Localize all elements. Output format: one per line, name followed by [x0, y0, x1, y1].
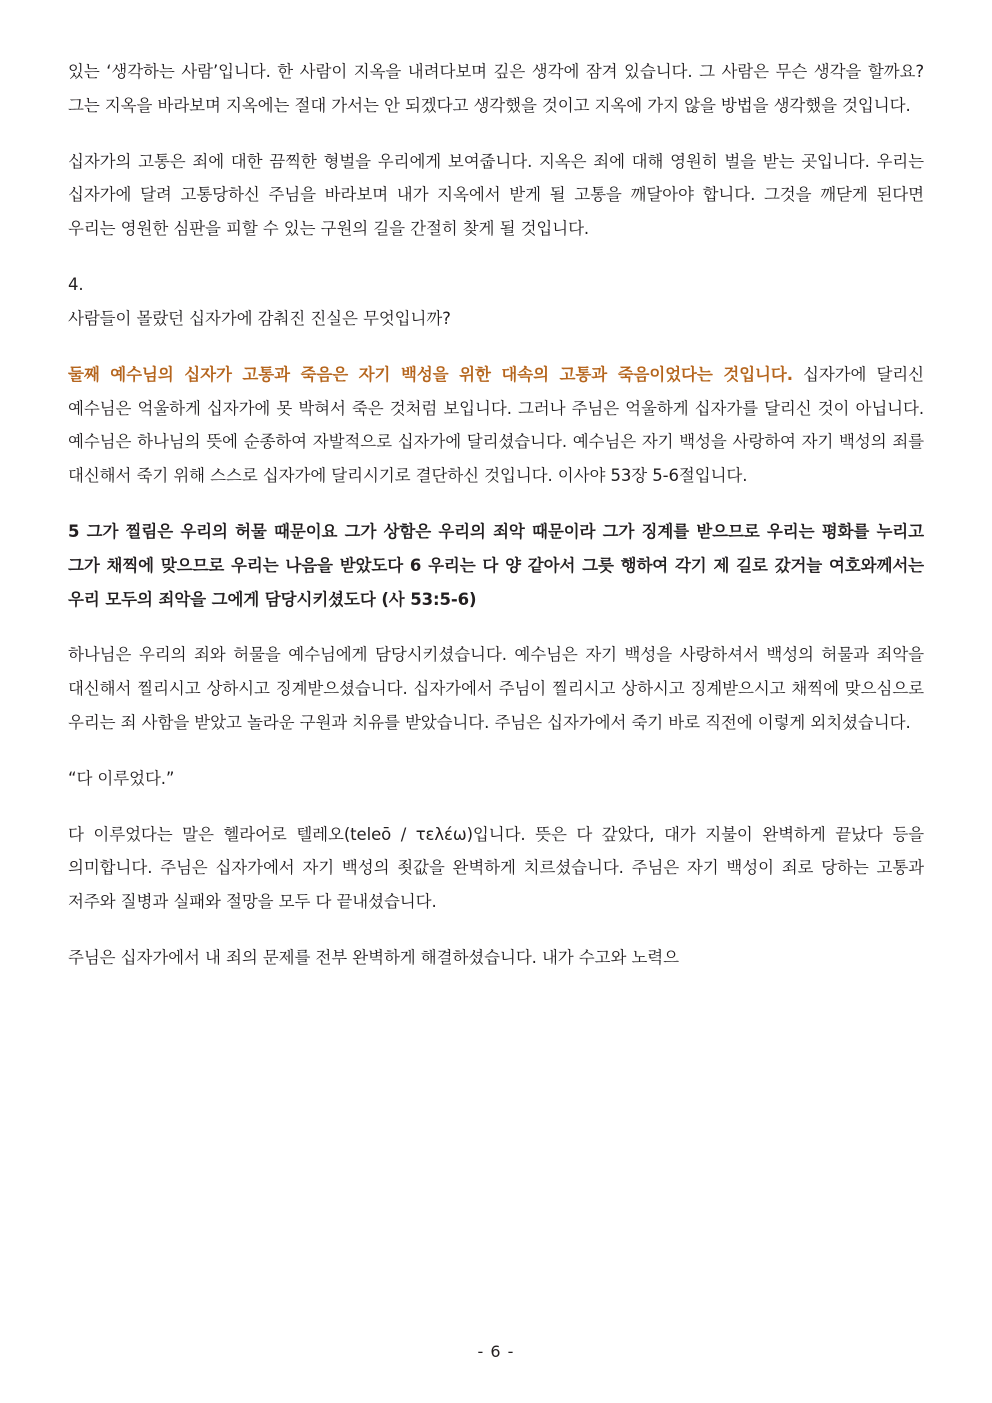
highlighted-point: 둘째 예수님의 십자가 고통과 죽음은 자기 백성을 위한 대속의 고통과 죽음이었다는 것입니다. [68, 364, 793, 384]
paragraph-3 [68, 358, 924, 493]
paragraph-4: 하나님은 우리의 죄와 허물을 예수님에게 담당시키셨습니다. 예수님은 자기 백성을 사랑하셔서 백성의 허물과 죄악을 대신해서 찔리시고 상하시고 징계받으셨습니다. 십자가에서 주님이 찔리시고 상하시고 징계받으시고 채찍에 맞으심으로 우리는 죄 사함을 받았고 놀라운 구원과 치유를 받았습니다. 주님은 십자가에서 죽기 바로 직전에 이렇게 외치셨습니다. [68, 645, 924, 732]
question-number: 4. [68, 275, 84, 295]
paragraph-2: 십자가의 고통은 죄에 대한 끔찍한 형벌을 우리에게 보여줍니다. 지옥은 죄에 대해 영원히 벌을 받는 곳입니다. 우리는 십자가에 달려 고통당하신 주님을 바라보며 내가 지옥에서 받게 될 고통을 깨달아야 합니다. 그것을 깨닫게 된다면 우리는 영원한 심판을 피할 수 있는 구원의 길을 간절히 찾게 될 것입니다. [68, 151, 924, 239]
paragraph-5: 다 이루었다는 말은 헬라어로 텔레오(teleō / τελέω)입니다. 뜻은 다 갚았다, 대가 지불이 완벽하게 끝났다 등을 의미합니다. 주님은 십자가에서 자기 백성의 죗값을 완벽하게 치르셨습니다. 주님은 자기 백성이 죄로 당하는 고통과 저주와 질병과 실패와 절망을 모두 다 끝내셨습니다. [68, 824, 924, 912]
pull-quote: “다 이루었다.” [68, 768, 175, 788]
paragraph-6: 주님은 십자가에서 내 죄의 문제를 전부 완벽하게 해결하셨습니다. 내가 수고와 노력으 [68, 948, 679, 968]
question-text: 사람들이 몰랐던 십자가에 감춰진 진실은 무엇입니까? [68, 308, 451, 328]
paragraph-3-rest: 십자가에 달리신 예수님은 억울하게 십자가에 못 박혀서 죽은 것처럼 보입니다. 그러나 주님은 억울하게 십자가를 달리신 것이 아닙니다. 예수님은 하나님의 뜻에 순종하여 자발적으로 십자가에 달리셨습니다. 예수님은 자기 백성을 사랑하여 자기 백성의 죄를 대신해서 죽기 위해 스스로 십자가에 달리시기로 결단하신 것입니다. 이사야 53장 5-6절입니다. [68, 364, 924, 486]
page-number: - 6 - [477, 1342, 515, 1361]
paragraph-1: 있는 ‘생각하는 사람’입니다. 한 사람이 지옥을 내려다보며 깊은 생각에 잠겨 있습니다. 그 사람은 무슨 생각을 할까요? 그는 지옥을 바라보며 지옥에는 절대 가서는 안 되겠다고 생각했을 것이고 지옥에 가지 않을 방법을 생각했을 것입니다. [68, 62, 924, 115]
scripture-quote: 5 그가 찔림은 우리의 허물 때문이요 그가 상함은 우리의 죄악 때문이라 그가 징계를 받으므로 우리는 평화를 누리고 그가 채찍에 맞으므로 우리는 나음을 받았도다 6 우리는 다 양 같아서 그릇 행하여 각기 제 길로 갔거늘 여호와께서는 우리 모두의 죄악을 그에게 담당시키셨도다 (사 53:5-6) [68, 521, 924, 609]
